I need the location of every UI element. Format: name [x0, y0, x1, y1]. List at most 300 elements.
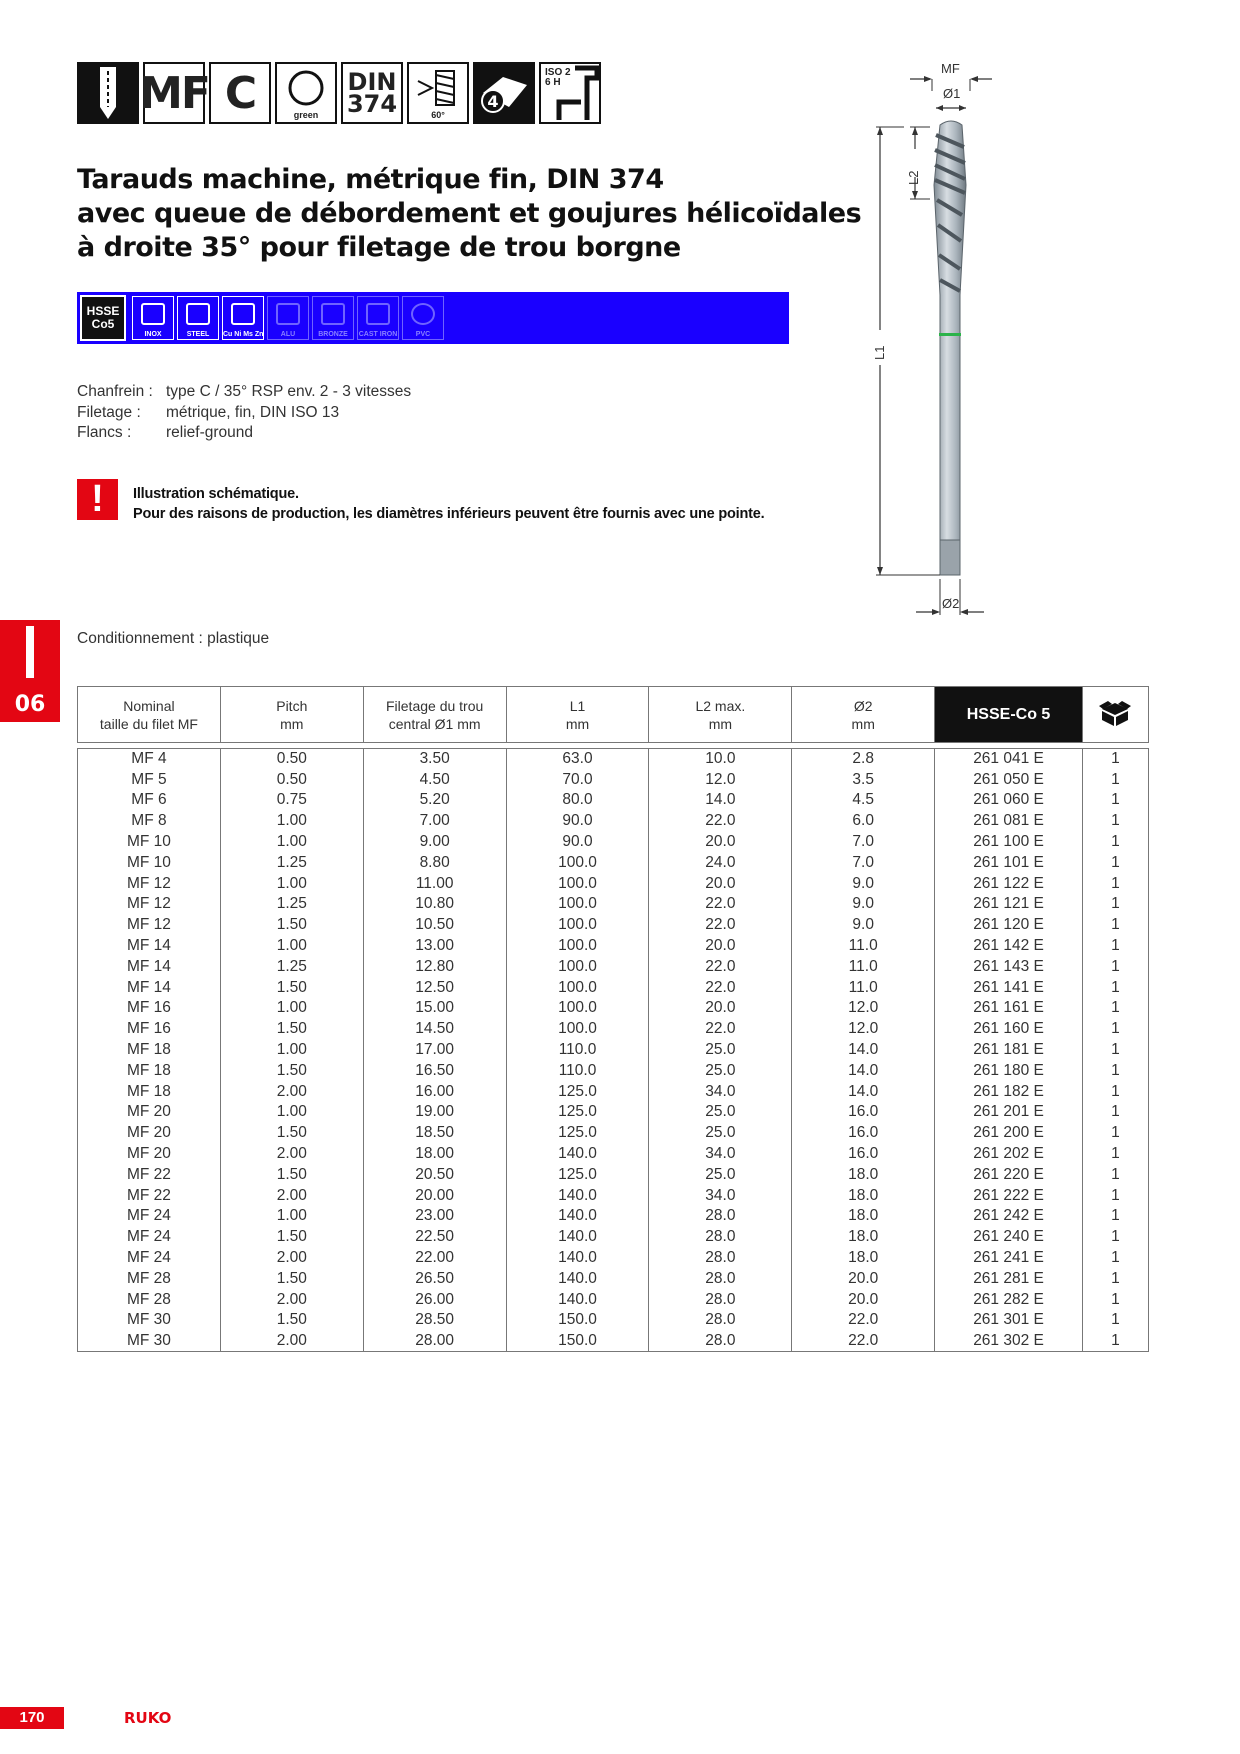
table-cell: 261 282 E: [935, 1289, 1083, 1310]
spec-row: Filetage : métrique, fin, DIN ISO 13: [77, 403, 340, 421]
table-row: [78, 1144, 1149, 1165]
table-cell: 7.0: [792, 832, 935, 853]
table-cell: 26.50: [363, 1268, 506, 1289]
col-core-hole: Filetage du trou central Ø1 mm: [363, 687, 506, 743]
table-cell: 28.0: [649, 1331, 792, 1352]
table-cell: 261 180 E: [935, 1060, 1083, 1081]
col-pitch: Pitch mm: [220, 687, 363, 743]
spec-row: Chanfrein : type C / 35° RSP env. 2 - 3 vitesses: [77, 383, 412, 400]
dim-mf-label: MF: [941, 61, 960, 76]
table-cell: 3.50: [363, 749, 506, 770]
feature-icons: [77, 62, 601, 124]
table-cell: 1: [1082, 1081, 1148, 1102]
table-cell: 20.0: [792, 1268, 935, 1289]
material-bronze-icon: BRONZE: [312, 296, 354, 340]
table-cell: 125.0: [506, 1123, 649, 1144]
table-cell: MF 12: [78, 915, 221, 936]
table-cell: 100.0: [506, 1019, 649, 1040]
table-cell: 12.50: [363, 977, 506, 998]
table-row: [78, 1268, 1149, 1289]
table-cell: MF 12: [78, 894, 221, 915]
col-nominal: Nominal taille du filet MF: [78, 687, 221, 743]
table-cell: 11.0: [792, 956, 935, 977]
table-cell: 261 161 E: [935, 998, 1083, 1019]
table-cell: 140.0: [506, 1248, 649, 1269]
table-cell: 10.0: [649, 749, 792, 770]
table-cell: 12.0: [649, 769, 792, 790]
col-package: [1082, 687, 1148, 743]
table-cell: 261 301 E: [935, 1310, 1083, 1331]
brand-logo: RUKO: [124, 1709, 172, 1727]
table-cell: MF 28: [78, 1289, 221, 1310]
mf-icon: MF: [143, 62, 205, 124]
table-cell: MF 18: [78, 1040, 221, 1061]
table-cell: 125.0: [506, 1102, 649, 1123]
table-cell: 28.0: [649, 1206, 792, 1227]
table-cell: 26.00: [363, 1289, 506, 1310]
table-cell: 110.0: [506, 1060, 649, 1081]
table-cell: MF 4: [78, 749, 221, 770]
table-cell: 22.0: [649, 977, 792, 998]
table-cell: 100.0: [506, 852, 649, 873]
table-cell: 1.00: [220, 1206, 363, 1227]
tap-drawing: [870, 55, 1030, 635]
table-cell: 100.0: [506, 956, 649, 977]
table-cell: 1: [1082, 1164, 1148, 1185]
dim-l1-label: L1: [872, 345, 887, 360]
table-cell: 28.0: [649, 1289, 792, 1310]
table-cell: MF 20: [78, 1102, 221, 1123]
material-cu-ni-ms-zn-icon: Cu Ni Ms Zn: [222, 296, 264, 340]
table-cell: 261 242 E: [935, 1206, 1083, 1227]
table-cell: 1: [1082, 790, 1148, 811]
table-cell: 22.0: [649, 811, 792, 832]
table-cell: 22.00: [363, 1248, 506, 1269]
table-row: [78, 1248, 1149, 1269]
table-cell: MF 22: [78, 1185, 221, 1206]
table-cell: 140.0: [506, 1289, 649, 1310]
table-cell: 1: [1082, 956, 1148, 977]
table-cell: 34.0: [649, 1144, 792, 1165]
table-cell: 261 202 E: [935, 1144, 1083, 1165]
table-cell: 261 302 E: [935, 1331, 1083, 1352]
table-cell: 14.50: [363, 1019, 506, 1040]
table-row: [78, 1227, 1149, 1248]
table-cell: 261 122 E: [935, 873, 1083, 894]
table-cell: 261 241 E: [935, 1248, 1083, 1269]
table-cell: 261 060 E: [935, 790, 1083, 811]
table-cell: 1: [1082, 894, 1148, 915]
table-cell: 1: [1082, 1185, 1148, 1206]
table-cell: 1: [1082, 1060, 1148, 1081]
table-cell: 12.0: [792, 1019, 935, 1040]
table-cell: MF 14: [78, 977, 221, 998]
table-cell: 0.50: [220, 749, 363, 770]
table-cell: 10.50: [363, 915, 506, 936]
table-cell: 16.00: [363, 1081, 506, 1102]
table-cell: 1: [1082, 1206, 1148, 1227]
material-steel-icon: STEEL: [177, 296, 219, 340]
table-cell: 261 182 E: [935, 1081, 1083, 1102]
table-cell: MF 30: [78, 1331, 221, 1352]
table-cell: MF 14: [78, 936, 221, 957]
table-cell: 1: [1082, 1019, 1148, 1040]
table-cell: 28.0: [649, 1268, 792, 1289]
table-cell: 1.50: [220, 1227, 363, 1248]
packaging-note: Conditionnement : plastique: [77, 630, 270, 647]
table-cell: 2.00: [220, 1331, 363, 1352]
table-cell: 20.0: [649, 832, 792, 853]
table-cell: MF 8: [78, 811, 221, 832]
table-cell: 261 101 E: [935, 852, 1083, 873]
table-cell: 34.0: [649, 1185, 792, 1206]
table-cell: 2.00: [220, 1081, 363, 1102]
table-cell: 22.0: [792, 1331, 935, 1352]
table-cell: 1: [1082, 1248, 1148, 1269]
table-cell: 1.00: [220, 1102, 363, 1123]
table-cell: 18.0: [792, 1227, 935, 1248]
table-cell: 1: [1082, 1144, 1148, 1165]
spec-list: [77, 382, 411, 444]
table-cell: 2.00: [220, 1248, 363, 1269]
table-cell: 1: [1082, 852, 1148, 873]
table-cell: 6.0: [792, 811, 935, 832]
table-cell: 20.00: [363, 1185, 506, 1206]
table-cell: 261 121 E: [935, 894, 1083, 915]
table-cell: 12.80: [363, 956, 506, 977]
table-cell: 1.50: [220, 1019, 363, 1040]
table-cell: 261 143 E: [935, 956, 1083, 977]
table-cell: 12.0: [792, 998, 935, 1019]
chapter-tab: 06: [0, 620, 60, 722]
iso-tolerance-icon: ISO 2 6 H: [539, 62, 601, 124]
table-cell: 25.0: [649, 1164, 792, 1185]
table-cell: 1: [1082, 1123, 1148, 1144]
thread-angle-icon: 60°: [407, 62, 469, 124]
table-cell: 1: [1082, 1102, 1148, 1123]
table-cell: 22.0: [792, 1310, 935, 1331]
table-cell: 1: [1082, 1040, 1148, 1061]
table-cell: 1.50: [220, 1060, 363, 1081]
table-cell: 261 120 E: [935, 915, 1083, 936]
table-cell: 2.00: [220, 1144, 363, 1165]
table-cell: 261 281 E: [935, 1268, 1083, 1289]
table-cell: 100.0: [506, 936, 649, 957]
table-row: [78, 998, 1149, 1019]
table-cell: 100.0: [506, 894, 649, 915]
ring-shape: [286, 68, 326, 108]
dim-d2-label: Ø2: [942, 596, 960, 611]
table-row: [78, 1060, 1149, 1081]
material-bar: [77, 292, 789, 344]
table-row: [78, 1040, 1149, 1061]
table-cell: MF 6: [78, 790, 221, 811]
col-l1: L1 mm: [506, 687, 649, 743]
table-cell: 1: [1082, 873, 1148, 894]
table-cell: 11.0: [792, 936, 935, 957]
table-cell: 140.0: [506, 1227, 649, 1248]
table-cell: 18.0: [792, 1185, 935, 1206]
col-d2: Ø2 mm: [792, 687, 935, 743]
table-row: [78, 894, 1149, 915]
page-title: Tarauds machine, métrique fin, DIN 374 avec queue de débordement et goujures hélicoïdales à droite 35° pour filetage de trou borgne: [77, 164, 862, 263]
table-row: [78, 1102, 1149, 1123]
table-cell: 25.0: [649, 1060, 792, 1081]
table-cell: 23.00: [363, 1206, 506, 1227]
table-cell: 20.0: [792, 1289, 935, 1310]
table-cell: 1.00: [220, 832, 363, 853]
table-cell: 261 222 E: [935, 1185, 1083, 1206]
table-cell: 1.50: [220, 1268, 363, 1289]
table-cell: 18.00: [363, 1144, 506, 1165]
table-cell: MF 20: [78, 1144, 221, 1165]
table-cell: 28.50: [363, 1310, 506, 1331]
table-cell: 1.50: [220, 1123, 363, 1144]
table-cell: 1: [1082, 1331, 1148, 1352]
col-l2: L2 max. mm: [649, 687, 792, 743]
drill-icon: [26, 626, 34, 678]
table-cell: 3.5: [792, 769, 935, 790]
table-row: [78, 1289, 1149, 1310]
table-cell: 5.20: [363, 790, 506, 811]
table-cell: 14.0: [792, 1060, 935, 1081]
table-cell: 2.00: [220, 1185, 363, 1206]
table-cell: 25.0: [649, 1123, 792, 1144]
table-row: [78, 790, 1149, 811]
table-cell: 25.0: [649, 1040, 792, 1061]
table-cell: 9.0: [792, 873, 935, 894]
table-cell: 1: [1082, 1227, 1148, 1248]
table-cell: 20.0: [649, 936, 792, 957]
table-row: [78, 956, 1149, 977]
table-cell: 22.0: [649, 894, 792, 915]
table-cell: 17.00: [363, 1040, 506, 1061]
table-cell: 28.0: [649, 1248, 792, 1269]
material-alu-icon: ALU: [267, 296, 309, 340]
table-cell: MF 16: [78, 1019, 221, 1040]
dim-l2-label: L2: [906, 170, 921, 185]
table-cell: 100.0: [506, 915, 649, 936]
table-cell: 22.50: [363, 1227, 506, 1248]
table-cell: 20.0: [649, 873, 792, 894]
table-cell: 150.0: [506, 1310, 649, 1331]
table-cell: 16.0: [792, 1144, 935, 1165]
table-cell: 9.0: [792, 894, 935, 915]
table-cell: 140.0: [506, 1206, 649, 1227]
table-cell: 125.0: [506, 1081, 649, 1102]
col-hsse-co5: HSSE-Co 5: [935, 687, 1083, 743]
table-row: [78, 769, 1149, 790]
table-cell: 1: [1082, 1268, 1148, 1289]
table-row: [78, 1164, 1149, 1185]
table-cell: 100.0: [506, 873, 649, 894]
warning-text: Illustration schématique. Pour des raisons de production, les diamètres inférieurs peuvent être fournis avec une pointe.: [133, 486, 765, 522]
grade-4-icon: [473, 62, 535, 124]
table-cell: 90.0: [506, 811, 649, 832]
warning-icon: !: [77, 479, 118, 520]
table-cell: MF 30: [78, 1310, 221, 1331]
table-cell: 2.8: [792, 749, 935, 770]
table-row: [78, 1206, 1149, 1227]
table-cell: 18.0: [792, 1248, 935, 1269]
table-cell: MF 20: [78, 1123, 221, 1144]
table-cell: 100.0: [506, 977, 649, 998]
table-cell: 1: [1082, 915, 1148, 936]
thread-shape: [414, 67, 462, 109]
table-cell: 28.0: [649, 1310, 792, 1331]
table-cell: 1.00: [220, 811, 363, 832]
table-cell: MF 28: [78, 1268, 221, 1289]
table-row: [78, 1019, 1149, 1040]
table-row: [78, 832, 1149, 853]
table-cell: 261 041 E: [935, 749, 1083, 770]
table-cell: MF 18: [78, 1081, 221, 1102]
table-cell: 0.50: [220, 769, 363, 790]
table-row: [78, 1310, 1149, 1331]
table-cell: 261 081 E: [935, 811, 1083, 832]
din-374-icon: DIN 374: [341, 62, 403, 124]
table-cell: 18.0: [792, 1206, 935, 1227]
table-cell: MF 12: [78, 873, 221, 894]
table-cell: 4.5: [792, 790, 935, 811]
tap-schematic: [870, 55, 1030, 635]
table-cell: 22.0: [649, 915, 792, 936]
table-cell: 24.0: [649, 852, 792, 873]
table-cell: 261 200 E: [935, 1123, 1083, 1144]
table-cell: 9.00: [363, 832, 506, 853]
table-cell: 16.50: [363, 1060, 506, 1081]
table-cell: 261 220 E: [935, 1164, 1083, 1185]
table-cell: 140.0: [506, 1144, 649, 1165]
table-cell: 140.0: [506, 1185, 649, 1206]
product-table: [77, 686, 1149, 1352]
page-number: 170: [0, 1707, 64, 1729]
dim-d1-label: Ø1: [943, 86, 961, 101]
table-row: [78, 1331, 1149, 1352]
table-cell: 7.0: [792, 852, 935, 873]
table-cell: 1: [1082, 1289, 1148, 1310]
table-row: [78, 1185, 1149, 1206]
table-header-row: [78, 687, 1149, 743]
table-cell: MF 10: [78, 852, 221, 873]
table-cell: 14.0: [649, 790, 792, 811]
spec-row: Flancs : relief-ground: [77, 424, 254, 441]
table-cell: 1.50: [220, 915, 363, 936]
table-cell: 261 142 E: [935, 936, 1083, 957]
table-cell: 18.0: [792, 1164, 935, 1185]
table-cell: 1: [1082, 1310, 1148, 1331]
table-cell: 22.0: [649, 956, 792, 977]
table-cell: 261 050 E: [935, 769, 1083, 790]
table-body: [78, 749, 1149, 1352]
table-cell: MF 24: [78, 1206, 221, 1227]
table-cell: 14.0: [792, 1081, 935, 1102]
table-row: [78, 749, 1149, 770]
table-cell: 90.0: [506, 832, 649, 853]
table-cell: 8.80: [363, 852, 506, 873]
material-pvc-icon: PVC: [402, 296, 444, 340]
table-cell: 15.00: [363, 998, 506, 1019]
table-row: [78, 936, 1149, 957]
table-cell: 4.50: [363, 769, 506, 790]
table-cell: 11.00: [363, 873, 506, 894]
table-cell: 1.25: [220, 852, 363, 873]
table-cell: MF 14: [78, 956, 221, 977]
table-cell: 1: [1082, 977, 1148, 998]
table-cell: 1.00: [220, 998, 363, 1019]
table-cell: 140.0: [506, 1268, 649, 1289]
table-cell: MF 24: [78, 1227, 221, 1248]
table-cell: 1: [1082, 769, 1148, 790]
table-cell: 28.0: [649, 1227, 792, 1248]
table-cell: MF 10: [78, 832, 221, 853]
table-cell: 20.0: [649, 998, 792, 1019]
grade-number: 4: [487, 92, 499, 111]
table-cell: 14.0: [792, 1040, 935, 1061]
green-ring-icon: green: [275, 62, 337, 124]
table-cell: 0.75: [220, 790, 363, 811]
table-row: [78, 811, 1149, 832]
table-cell: 1.50: [220, 1310, 363, 1331]
table-cell: 25.0: [649, 1102, 792, 1123]
material-cast-iron-icon: CAST IRON: [357, 296, 399, 340]
table-cell: MF 22: [78, 1164, 221, 1185]
table-cell: 28.00: [363, 1331, 506, 1352]
material-inox-icon: INOX: [132, 296, 174, 340]
table-cell: 1.50: [220, 1164, 363, 1185]
table-cell: 261 181 E: [935, 1040, 1083, 1061]
table-cell: 9.0: [792, 915, 935, 936]
table-cell: 11.0: [792, 977, 935, 998]
table-row: [78, 1123, 1149, 1144]
table-row: [78, 873, 1149, 894]
table-cell: 63.0: [506, 749, 649, 770]
table-cell: 70.0: [506, 769, 649, 790]
table-cell: 2.00: [220, 1289, 363, 1310]
table-cell: 261 240 E: [935, 1227, 1083, 1248]
table-cell: 80.0: [506, 790, 649, 811]
table-cell: 10.80: [363, 894, 506, 915]
table-cell: 7.00: [363, 811, 506, 832]
table-cell: MF 24: [78, 1248, 221, 1269]
table-cell: 1: [1082, 811, 1148, 832]
table-cell: MF 18: [78, 1060, 221, 1081]
blind-hole-shape: [88, 67, 128, 119]
table-cell: 1: [1082, 998, 1148, 1019]
table-cell: 150.0: [506, 1331, 649, 1352]
table-cell: 110.0: [506, 1040, 649, 1061]
table-cell: 34.0: [649, 1081, 792, 1102]
table-cell: MF 16: [78, 998, 221, 1019]
table-cell: 1.25: [220, 956, 363, 977]
hsse-co5-badge: HSSE Co5: [80, 295, 126, 341]
table-cell: 16.0: [792, 1123, 935, 1144]
table-cell: 22.0: [649, 1019, 792, 1040]
table-cell: 1.50: [220, 977, 363, 998]
table-cell: 19.00: [363, 1102, 506, 1123]
table-cell: 18.50: [363, 1123, 506, 1144]
table-row: [78, 915, 1149, 936]
table-cell: 1.00: [220, 1040, 363, 1061]
table-cell: 261 201 E: [935, 1102, 1083, 1123]
box-icon: [1098, 699, 1132, 727]
table-cell: 1: [1082, 832, 1148, 853]
table-cell: 1.00: [220, 873, 363, 894]
grade-shape: [477, 71, 531, 115]
table-cell: MF 5: [78, 769, 221, 790]
table-row: [78, 1081, 1149, 1102]
table-cell: 261 160 E: [935, 1019, 1083, 1040]
